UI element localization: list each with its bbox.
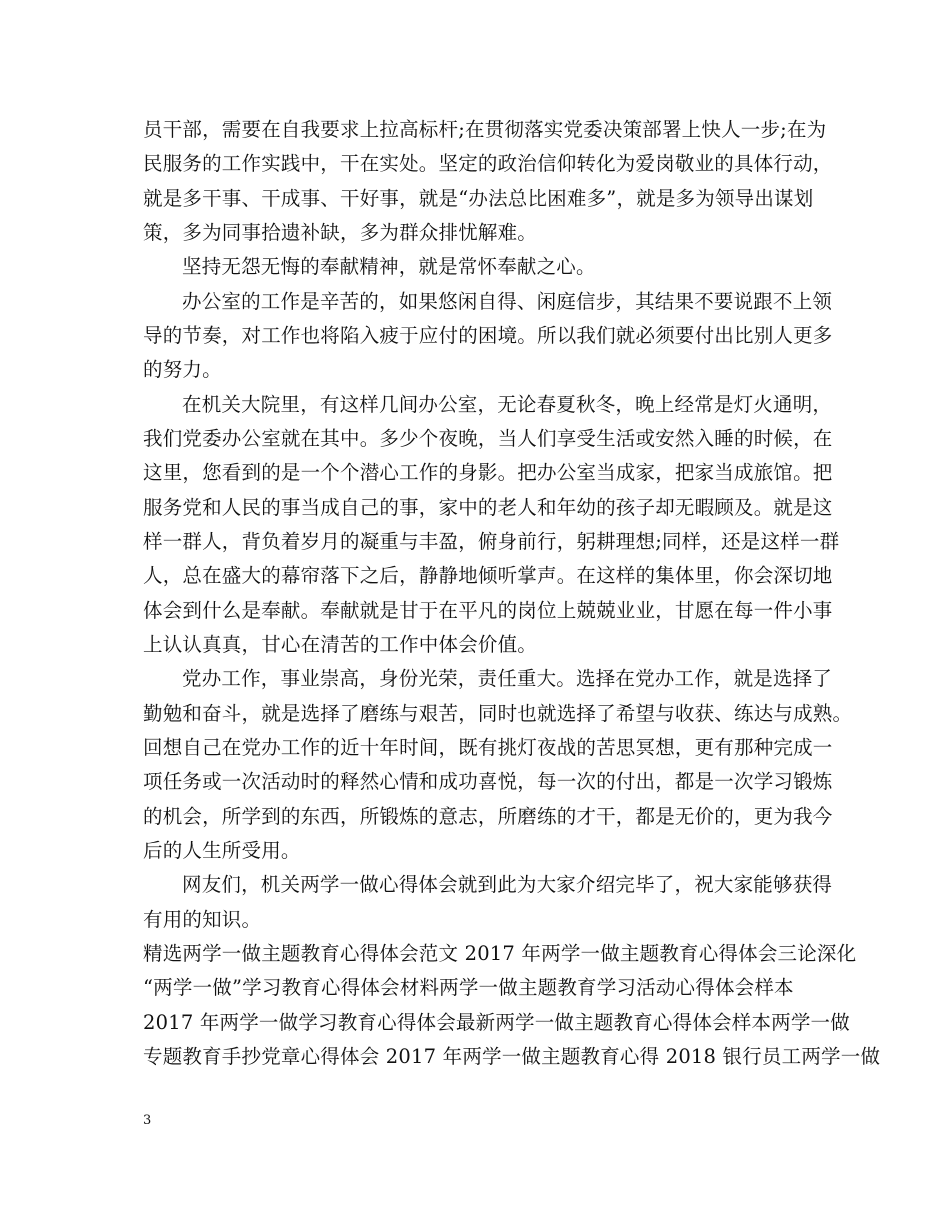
text-line: 网友们，机关两学一做心得体会就到此为大家介绍完毕了，祝大家能够获得 xyxy=(182,873,833,896)
text-line: 服务党和人民的事当成自己的事，家中的老人和年幼的孩子却无暇顾及。就是这 xyxy=(143,496,833,519)
text-line: 勤勉和奋斗，就是选择了磨练与艰苦，同时也就选择了希望与收获、练达与成熟。 xyxy=(143,702,853,725)
text-line: 我们党委办公室就在其中。多少个夜晚，当人们享受生活或安然入睡的时候，在 xyxy=(143,427,833,450)
text-line: 的努力。 xyxy=(143,358,222,381)
text-line: 的机会，所学到的东西，所锻炼的意志，所磨练的才干，都是无价的，更为我今 xyxy=(143,805,833,828)
page-number: 3 xyxy=(143,1113,152,1128)
text-line: 就是多干事、干成事、干好事，就是“办法总比困难多”，就是多为领导出谋划 xyxy=(143,187,814,210)
text-line: 办公室的工作是辛苦的，如果悠闲自得、闲庭信步，其结果不要说跟不上领 xyxy=(182,290,833,313)
text-line: 党办工作，事业崇高，身份光荣，责任重大。选择在党办工作，就是选择了 xyxy=(182,667,833,690)
text-line: 体会到什么是奉献。奉献就是甘于在平凡的岗位上兢兢业业，甘愿在每一件小事 xyxy=(143,599,833,622)
text-line: 坚持无怨无悔的奉献精神，就是常怀奉献之心。 xyxy=(182,255,596,278)
text-line: 项任务或一次活动时的释然心情和成功喜悦，每一次的付出，都是一次学习锻炼 xyxy=(143,770,833,793)
text-line: 上认认真真，甘心在清苦的工作中体会价值。 xyxy=(143,633,538,656)
text-line: 民服务的工作实践中，干在实处。坚定的政治信仰转化为爱岗敬业的具体行动， xyxy=(143,152,833,175)
text-line: 在机关大院里，有这样几间办公室，无论春夏秋冬，晚上经常是灯火通明， xyxy=(182,393,833,416)
text-line: 人，总在盛大的幕帘落下之后，静静地倾听掌声。在这样的集体里，你会深切地 xyxy=(143,564,833,587)
text-line: “两学一做”学习教育心得体会材料两学一做主题教育学习活动心得体会样本 xyxy=(143,976,794,999)
text-line: 导的节奏，对工作也将陷入疲于应付的困境。所以我们就必须要付出比别人更多 xyxy=(143,324,833,347)
text-line: 后的人生所受用。 xyxy=(143,839,301,862)
text-line: 样一群人，背负着岁月的凝重与丰盈，俯身前行，躬耕理想;同样，还是这样一群 xyxy=(143,530,840,553)
text-line: 策，多为同事拾遗补缺，多为群众排忧解难。 xyxy=(143,221,538,244)
text-line: 员干部，需要在自我要求上拉高标杆;在贯彻落实党委决策部署上快人一步;在为 xyxy=(143,118,827,141)
text-line: 这里，您看到的是一个个潜心工作的身影。把办公室当成家，把家当成旅馆。把 xyxy=(143,461,833,484)
text-line: 2017 年两学一做学习教育心得体会最新两学一做主题教育心得体会样本两学一做 xyxy=(143,1011,850,1034)
text-line: 专题教育手抄党章心得体会 2017 年两学一做主题教育心得 2018 银行员工两学一做 xyxy=(143,1045,881,1068)
text-line: 有用的知识。 xyxy=(143,908,262,931)
text-line: 精选两学一做主题教育心得体会范文 2017 年两学一做主题教育心得体会三论深化 xyxy=(143,942,857,965)
text-line: 回想自己在党办工作的近十年时间，既有挑灯夜战的苦思冥想，更有那种完成一 xyxy=(143,736,833,759)
